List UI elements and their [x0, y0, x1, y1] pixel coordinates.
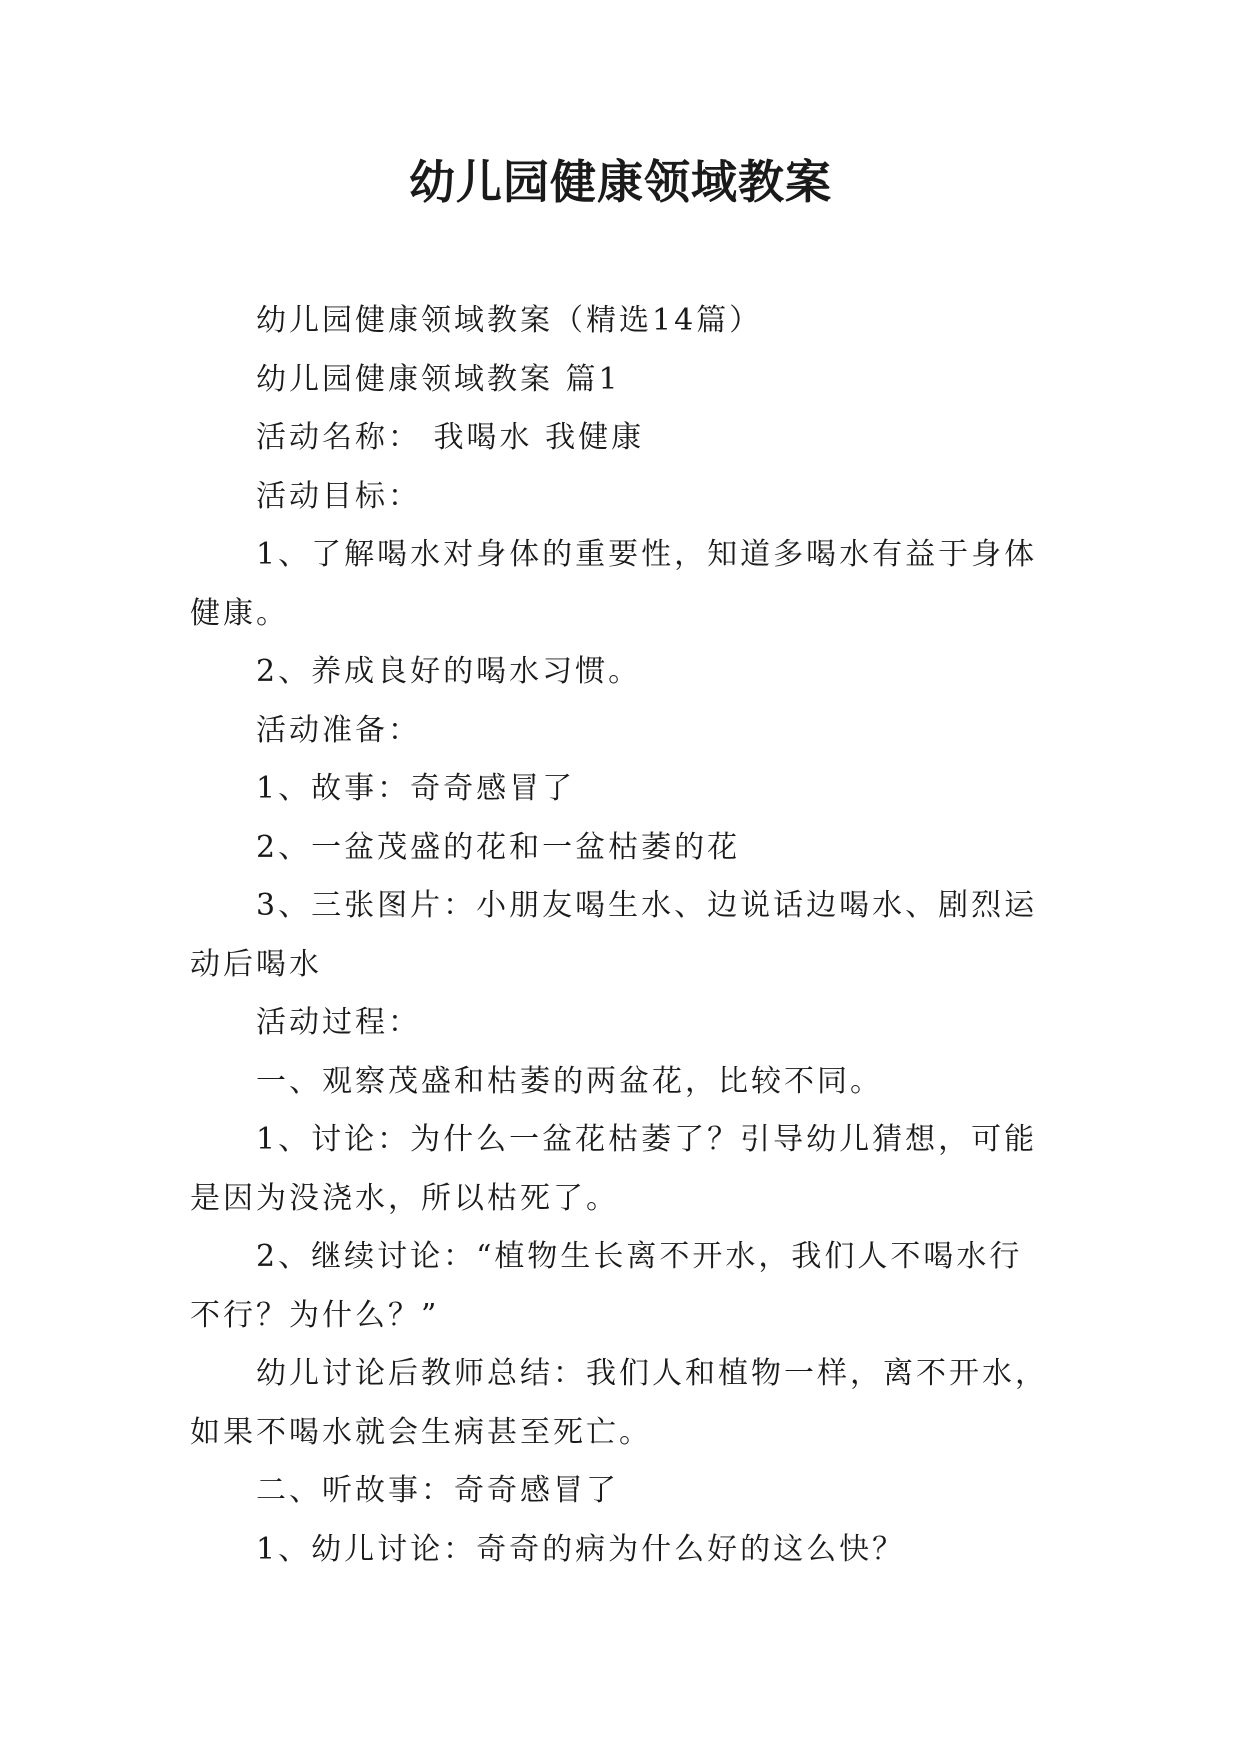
paragraph-goals-heading: 活动目标：: [256, 478, 421, 514]
document-body: [190, 292, 1050, 1579]
paragraph-discussion-3: 1、幼儿讨论：奇奇的病为什么好的这么快？: [256, 1531, 906, 1567]
paragraph-process-step-1: 一、观察茂盛和枯萎的两盆花，比较不同。: [256, 1063, 883, 1099]
paragraph-preparation-heading: 活动准备：: [256, 712, 421, 748]
paragraph-goal-2: 2、养成良好的喝水习惯。: [256, 654, 642, 689]
paragraph-subtitle: 幼儿园健康领域教案（精选14篇）: [256, 303, 763, 338]
paragraph-teacher-summary: 幼儿讨论后教师总结：我们人和植物一样，离不开水，如果不喝水就会生病甚至死亡。: [190, 1356, 1048, 1450]
paragraph-process-step-2: 二、听故事：奇奇感冒了: [256, 1473, 619, 1508]
paragraph-section-heading: 幼儿园健康领域教案 篇1: [256, 361, 621, 397]
paragraph-process-heading: 活动过程：: [256, 1005, 421, 1040]
paragraph-preparation-2: 2、一盆茂盛的花和一盆枯萎的花: [256, 829, 741, 865]
paragraph-preparation-3: 3、三张图片：小朋友喝生水、边说话边喝水、剧烈运动后喝水: [190, 888, 1038, 982]
paragraph-discussion-1: 1、讨论：为什么一盆花枯萎了？引导幼儿猜想，可能是因为没浇水，所以枯死了。: [190, 1122, 1038, 1216]
document-title: 幼儿园健康领域教案: [409, 155, 832, 209]
paragraph-discussion-2: 2、继续讨论：“植物生长离不开水，我们人不喝水行不行？为什么？”: [190, 1239, 1023, 1333]
paragraph-preparation-1: 1、故事：奇奇感冒了: [256, 771, 576, 806]
paragraph-activity-name: 活动名称： 我喝水 我健康: [256, 420, 645, 455]
paragraph-goal-1: 1、了解喝水对身体的重要性，知道多喝水有益于身体健康。: [190, 537, 1038, 631]
